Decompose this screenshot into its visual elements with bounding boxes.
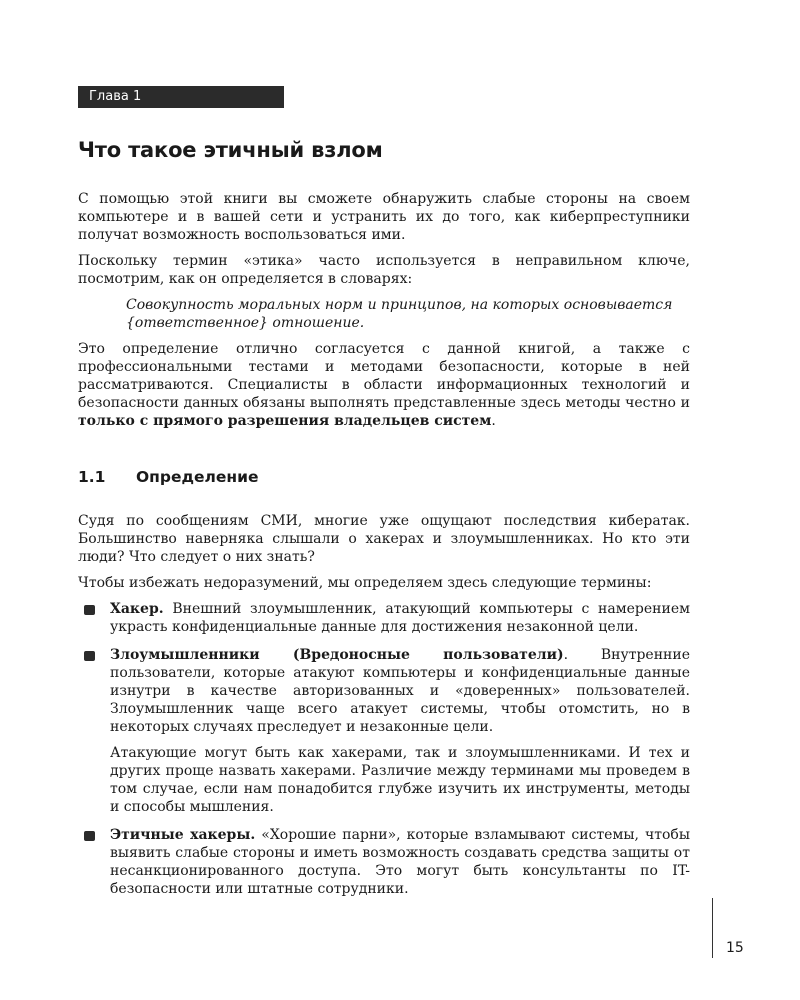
terms-list	[78, 600, 690, 898]
intro-paragraph-1: С помощью этой книги вы сможете обнаружить слабые стороны на своем компьютере и в вашей сети и устранить их до того, как киберпреступники получат возможность воспользоваться ими.	[78, 191, 690, 243]
chapter-label: Глава 1	[78, 86, 284, 108]
term-description: . Внутренние пользователи, которые атакуют компьютеры и конфиденциальные данные изнутри в качестве авторизованных и «доверенных» пользователей. Злоумышленник чаще всего атакует системы, чтобы отомстить, но в некоторых случаях преследует и незаконные цели.	[110, 647, 690, 735]
term-description: Внешний злоумышленник, атакующий компьютеры с намерением украсть конфиденциальные данные для достижения незаконной цели.	[110, 601, 690, 635]
list-item	[78, 600, 690, 636]
list-item	[78, 826, 690, 898]
list-item	[78, 646, 690, 816]
page-number-divider	[712, 898, 713, 958]
bullet-square-icon	[84, 605, 95, 615]
intro-paragraph-3-end: .	[491, 413, 496, 429]
intro-paragraph-3	[78, 340, 690, 430]
intro-paragraph-3-bold: только с прямого разрешения владельцев систем	[78, 413, 492, 429]
section-heading	[78, 468, 690, 486]
section-number: 1.1	[78, 468, 106, 486]
section-paragraph-1: Судя по сообщениям СМИ, многие уже ощущают последствия кибератак. Большинство наверняка слышали о хакерах и злоумышленниках. Но кто эти люди? Что следует о них знать?	[78, 513, 690, 565]
term-label: Этичные хакеры.	[110, 827, 256, 843]
term-note: Атакующие могут быть как хакерами, так и злоумышленниками. И тех и других проще назвать хакерами. Различие между терминами мы проведем в том случае, если нам понадобится глубже изучить их инструменты, методы и способы мышления.	[110, 745, 690, 815]
bullet-square-icon	[84, 831, 95, 841]
section-paragraph-2: Чтобы избежать недоразумений, мы определяем здесь следующие термины:	[78, 575, 652, 591]
page-number: 15	[726, 940, 744, 956]
intro-paragraph-2: Поскольку термин «этика» часто используется в неправильном ключе, посмотрим, как он определяется в словарях:	[78, 253, 690, 287]
term-label: Злоумышленники (Вредоносные пользователи)	[110, 647, 564, 663]
bullet-square-icon	[84, 651, 95, 661]
chapter-title: Что такое этичный взлом	[78, 138, 383, 162]
section-title: Определение	[136, 468, 259, 486]
definition-quote: Совокупность моральных норм и принципов, на которых основывается {ответственное} отношение.	[126, 297, 673, 331]
term-label: Хакер.	[110, 601, 164, 617]
page-content	[78, 86, 690, 908]
term-description: «Хорошие парни», которые взламывают системы, чтобы выявить слабые стороны и иметь возможность создавать средства защиты от несанкционированного доступа. Это могут быть консультанты по IT-безопасности или штатные сотрудники.	[110, 827, 690, 897]
intro-paragraph-3-text: Это определение отлично согласуется с данной книгой, а также с профессиональными тестами и методами безопасности, которые в ней рассматриваются. Специалисты в области информационных технологий и безопасности данных обязаны выполнять представленные здесь методы честно и	[78, 341, 690, 411]
